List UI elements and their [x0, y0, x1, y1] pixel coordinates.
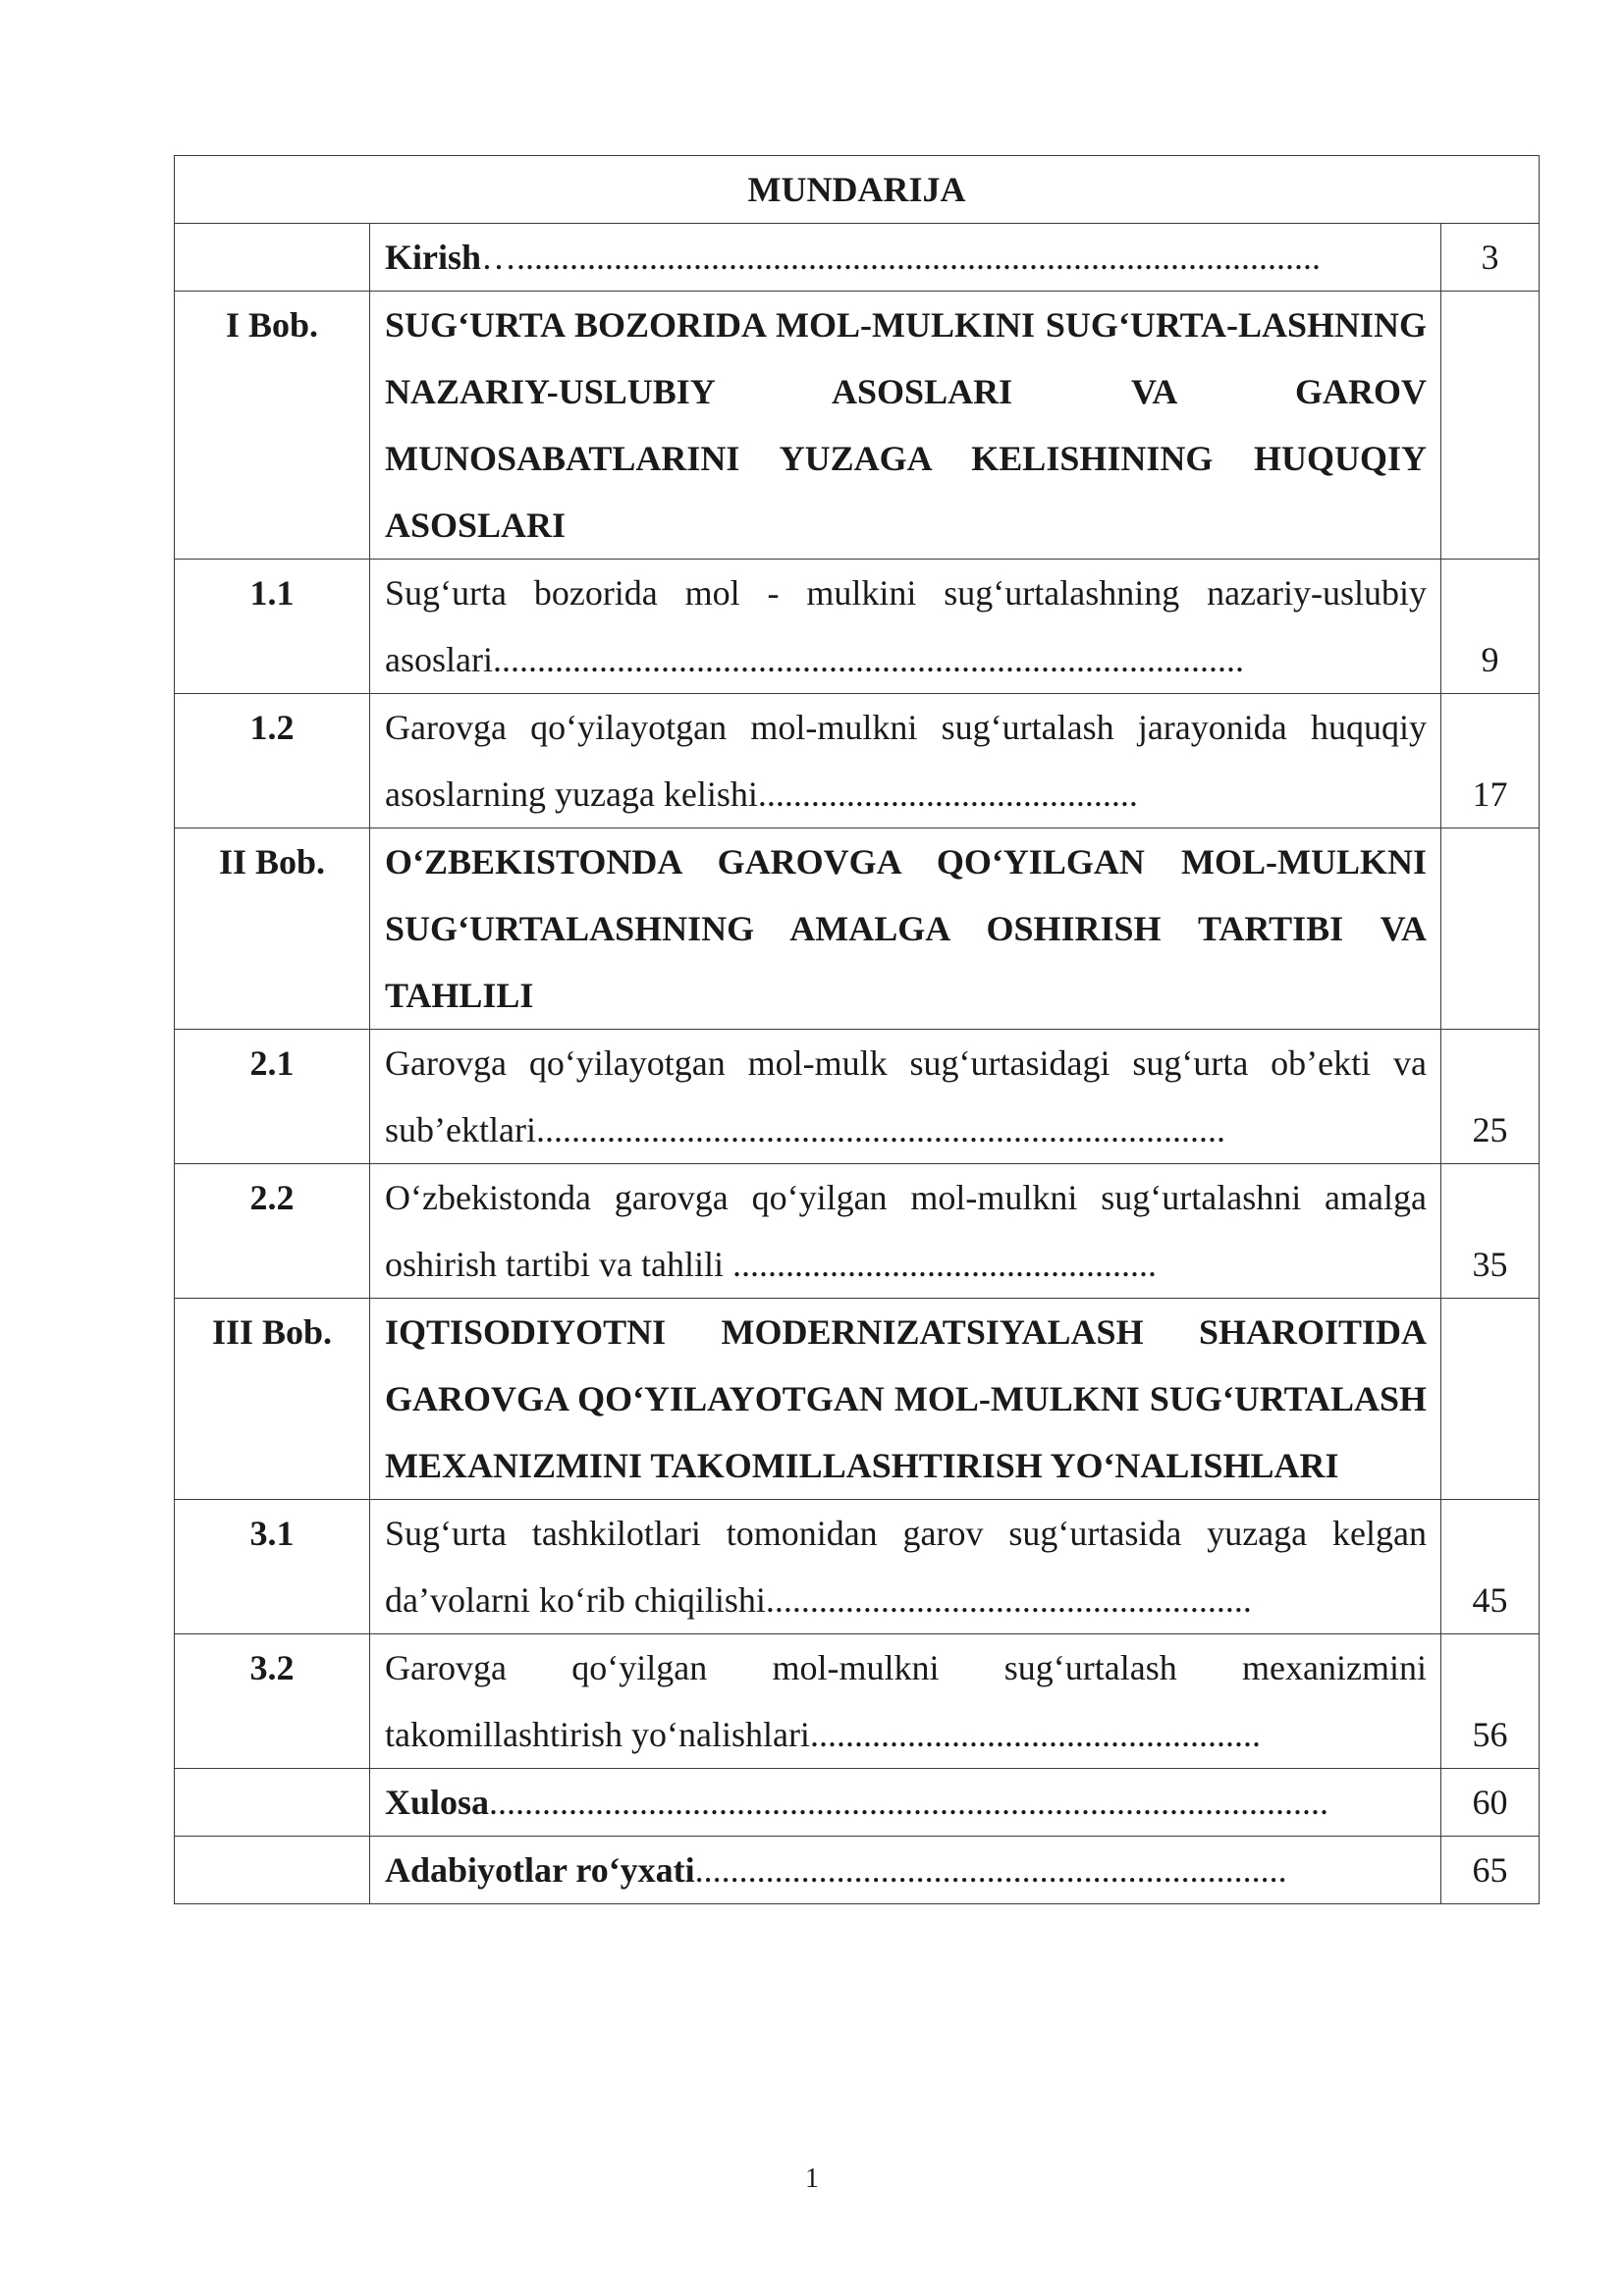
toc-row-page: 56 [1441, 1634, 1540, 1769]
toc-row-label: Sug‘urta bozorida mol - mulkini sug‘urtalashning nazariy-uslubiy asoslari [385, 573, 1427, 679]
toc-row-number [175, 1837, 370, 1904]
toc-row-entry [370, 1030, 1441, 1164]
toc-row-page: 35 [1441, 1164, 1540, 1299]
toc-title-row [175, 156, 1540, 224]
toc-row [175, 224, 1540, 292]
toc-row [175, 828, 1540, 1030]
toc-row-label: Garovga qo‘yilayotgan mol-mulkni sug‘urtalash jarayonida huquqiy asoslarning yuzaga kelishi [385, 708, 1427, 814]
toc-row-entry [370, 1634, 1441, 1769]
toc-row [175, 1299, 1540, 1500]
toc-row-entry [370, 1299, 1441, 1500]
toc-row-entry [370, 828, 1441, 1030]
toc-row-label: Kirish [385, 238, 482, 277]
toc-row-entry [370, 292, 1441, 560]
toc-row-leader: .............................................................................. [535, 1110, 1225, 1149]
toc-row [175, 292, 1540, 560]
toc-row-number: 2.2 [175, 1164, 370, 1299]
toc-row-entry [370, 1837, 1441, 1904]
toc-row-label: IQTISODIYOTNI MODERNIZATSIYALASH SHAROITIDA GAROVGA QO‘YILAYOTGAN MOL-MULKNI SUG‘URTALASH MEXANIZMINI TAKOMILLASHTIRISH YO‘NALISHLARI [385, 1312, 1427, 1485]
toc-row-label: O‘zbekistonda garovga qo‘yilgan mol-mulkni sug‘urtalashni amalga oshirish tartibi va tahlili [385, 1178, 1427, 1284]
toc-row-label: Sug‘urta tashkilotlari tomonidan garov sug‘urtasida yuzaga kelgan da’volarni ko‘rib chiqilishi [385, 1514, 1427, 1620]
toc-row-label: O‘ZBEKISTONDA GAROVGA QO‘YILGAN MOL-MULKNI SUG‘URTALASHNING AMALGA OSHIRISH TARTIBI VA TAHLILI [385, 842, 1427, 1015]
toc-row-entry [370, 694, 1441, 828]
toc-row-page [1441, 828, 1540, 1030]
toc-row-entry [370, 1769, 1441, 1837]
toc-row [175, 1164, 1540, 1299]
toc-row-page: 9 [1441, 560, 1540, 694]
toc-row-label: Garovga qo‘yilgan mol-mulkni sug‘urtalash mexanizmini takomillashtirish yo‘nalishlari [385, 1648, 1427, 1754]
toc-row-number: 1.1 [175, 560, 370, 694]
toc-row-leader: ................................................ [723, 1245, 1157, 1284]
toc-row-leader: ....................................................... [765, 1580, 1252, 1620]
toc-row-number: I Bob. [175, 292, 370, 560]
toc-row-number [175, 224, 370, 292]
toc-row-entry [370, 1164, 1441, 1299]
toc-row-label: Garovga qo‘yilayotgan mol-mulk sug‘urtasidagi sug‘urta ob’ekti va sub’ektlari [385, 1043, 1427, 1149]
toc-row-page: 60 [1441, 1769, 1540, 1837]
toc-row-number: 2.1 [175, 1030, 370, 1164]
toc-row-leader: …........................................................................................... [481, 238, 1322, 277]
toc-row [175, 560, 1540, 694]
toc-row-label: SUG‘URTA BOZORIDA MOL-MULKINI SUG‘URTA-LASHNING NAZARIY-USLUBIY ASOSLARI VA GAROV MUNOSABATLARINI YUZAGA KELISHINING HUQUQIY ASOSLARI [385, 305, 1427, 545]
toc-row [175, 1837, 1540, 1904]
toc-row-page [1441, 1299, 1540, 1500]
toc-row-entry [370, 1500, 1441, 1634]
toc-row [175, 694, 1540, 828]
toc-row-label: Adabiyotlar ro‘yxati [385, 1850, 695, 1890]
toc-row-entry [370, 224, 1441, 292]
toc-row-leader: ................................................................... [694, 1850, 1287, 1890]
toc-row-leader: ................................................... [809, 1715, 1261, 1754]
toc-row-page: 17 [1441, 694, 1540, 828]
toc-row [175, 1634, 1540, 1769]
toc-row [175, 1500, 1540, 1634]
toc-row-page [1441, 292, 1540, 560]
toc-row [175, 1030, 1540, 1164]
toc-row-page: 45 [1441, 1500, 1540, 1634]
table-of-contents [174, 155, 1540, 1904]
toc-row-number [175, 1769, 370, 1837]
toc-row-leader: ........................................... [757, 774, 1138, 814]
toc-row-number: II Bob. [175, 828, 370, 1030]
toc-row-leader: ............................................................................................... [489, 1783, 1329, 1822]
toc-row-number: 1.2 [175, 694, 370, 828]
toc-row-page: 3 [1441, 224, 1540, 292]
toc-title: MUNDARIJA [175, 156, 1540, 224]
toc-row-page: 25 [1441, 1030, 1540, 1164]
toc-row-label: Xulosa [385, 1783, 490, 1822]
toc-row-page: 65 [1441, 1837, 1540, 1904]
toc-row-number: 3.2 [175, 1634, 370, 1769]
page-number: 1 [805, 2163, 819, 2194]
toc-row-entry [370, 560, 1441, 694]
toc-row-number: III Bob. [175, 1299, 370, 1500]
toc-row [175, 1769, 1540, 1837]
toc-row-number: 3.1 [175, 1500, 370, 1634]
toc-row-leader: ..................................................................................... [492, 640, 1244, 679]
